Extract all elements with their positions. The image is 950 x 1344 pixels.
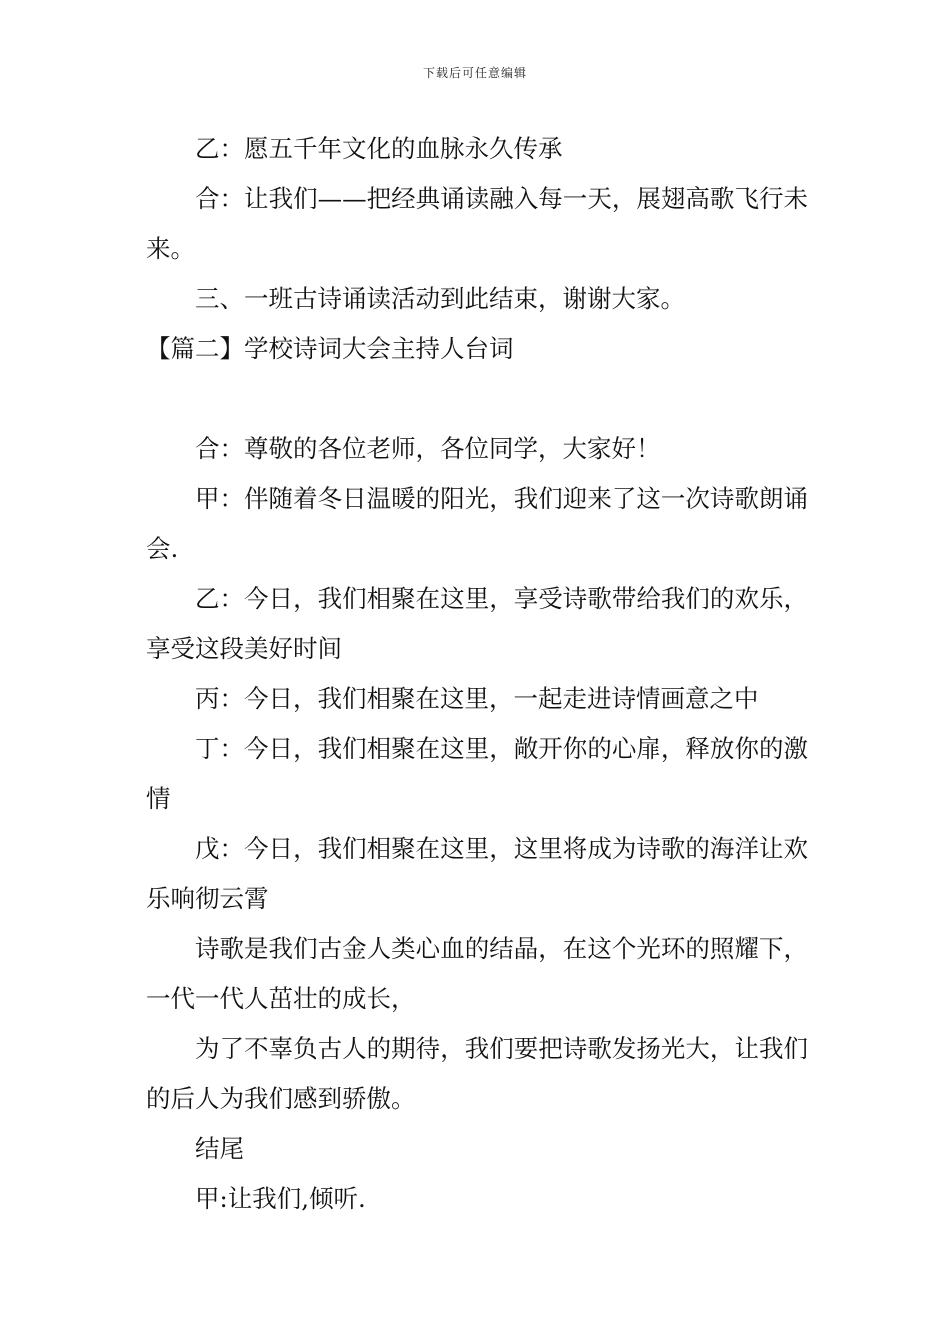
blank-line	[146, 374, 808, 424]
paragraph: 甲:让我们,倾听.	[195, 1184, 366, 1213]
paragraph: 乙：愿五千年文化的血脉永久传承	[195, 134, 563, 163]
paragraph: 丙：今日，我们相聚在这里，一起走进诗情画意之中	[195, 684, 759, 713]
paragraph: 结尾	[195, 1134, 244, 1163]
paragraph: 合：尊敬的各位老师，各位同学，大家好！	[195, 434, 661, 463]
section-title: 【篇二】学校诗词大会主持人台词	[146, 334, 514, 363]
paragraph: 戊：今日，我们相聚在这里，这里将成为诗歌的海洋让欢乐响彻云霄	[146, 834, 808, 913]
paragraph: 乙：今日，我们相聚在这里，享受诗歌带给我们的欢乐，享受这段美好时间	[146, 584, 808, 663]
paragraph: 诗歌是我们古金人类心血的结晶，在这个光环的照耀下，一代一代人茁壮的成长，	[146, 934, 808, 1013]
paragraph: 甲：伴随着冬日温暖的阳光，我们迎来了这一次诗歌朗诵会.	[146, 484, 808, 563]
paragraph: 为了不辜负古人的期待，我们要把诗歌发扬光大，让我们的后人为我们感到骄傲。	[146, 1034, 808, 1113]
page-header: 下载后可任意编辑	[422, 66, 527, 80]
paragraph: 合：让我们——把经典诵读融入每一天，展翅高歌飞行未来。	[146, 184, 808, 263]
paragraph: 三、一班古诗诵读活动到此结束，谢谢大家。	[195, 284, 685, 313]
document-body	[146, 124, 808, 1224]
paragraph: 丁：今日，我们相聚在这里，敞开你的心扉，释放你的激情	[146, 734, 808, 813]
